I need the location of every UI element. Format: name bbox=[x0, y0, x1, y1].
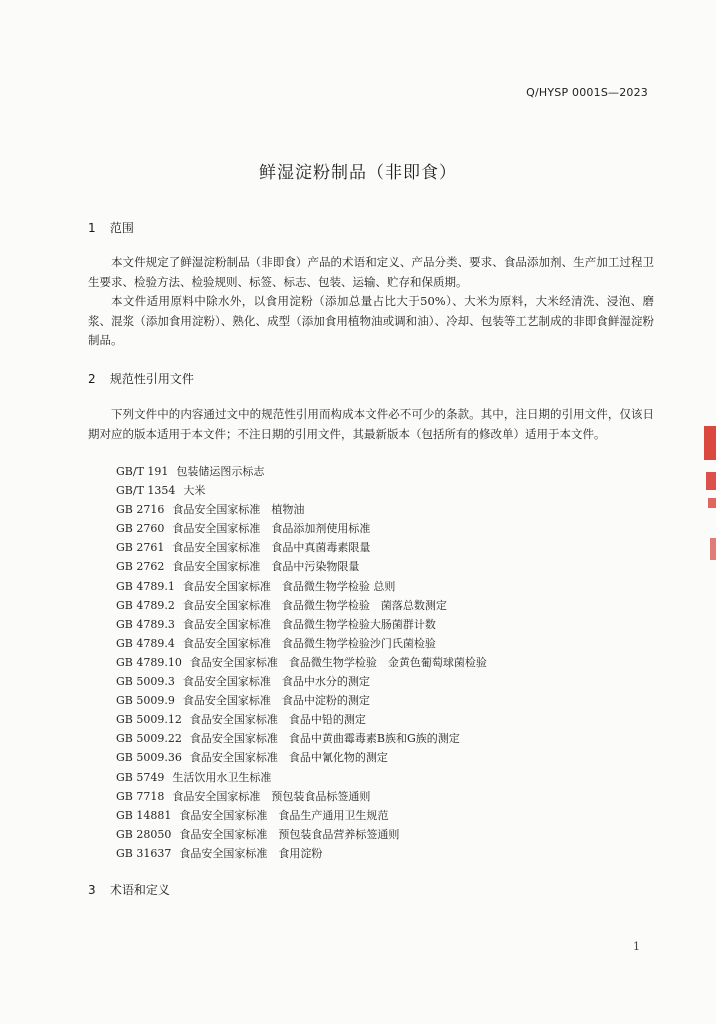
reference-title: 食品安全国家标准 植物油 bbox=[172, 503, 305, 517]
page-number: 1 bbox=[633, 940, 640, 953]
reference-item bbox=[116, 557, 487, 576]
reference-title: 食品安全国家标准 食品微生物学检验大肠菌群计数 bbox=[182, 617, 436, 631]
reference-title: 食品安全国家标准 食品微生物学检验 总则 bbox=[182, 579, 396, 593]
reference-item bbox=[116, 462, 487, 481]
reference-code: GB 4789.3 bbox=[116, 617, 175, 631]
reference-item bbox=[116, 672, 487, 691]
reference-item bbox=[116, 538, 487, 557]
reference-code: GB 28050 bbox=[116, 827, 172, 841]
section-heading-terms bbox=[88, 881, 170, 898]
reference-code: GB 5009.36 bbox=[116, 751, 182, 765]
reference-item bbox=[116, 596, 487, 615]
scope-paragraph-1: 本文件规定了鲜湿淀粉制品（非即食）产品的术语和定义、产品分类、要求、食品添加剂、生产加工过程卫生要求、检验方法、检验规则、标签、标志、包装、运输、贮存和保质期。 bbox=[88, 255, 654, 289]
reference-title: 食品安全国家标准 食品中水分的测定 bbox=[182, 675, 370, 689]
reference-title: 食品安全国家标准 食品添加剂使用标准 bbox=[172, 522, 371, 536]
reference-item bbox=[116, 519, 487, 538]
reference-item bbox=[116, 577, 487, 596]
reference-code: GB 5009.9 bbox=[116, 694, 175, 708]
reference-item bbox=[116, 634, 487, 653]
section-number: 1 bbox=[88, 221, 96, 235]
reference-title: 食品安全国家标准 预包装食品标签通则 bbox=[172, 789, 371, 803]
reference-code: GB 4789.2 bbox=[116, 598, 175, 612]
reference-item bbox=[116, 691, 487, 710]
reference-code: GB/T 191 bbox=[116, 465, 169, 478]
document-title: 鲜湿淀粉制品（非即食） bbox=[259, 163, 457, 183]
reference-item bbox=[116, 615, 487, 634]
reference-code: GB 31637 bbox=[116, 846, 172, 860]
reference-code: GB/T 1354 bbox=[116, 484, 176, 498]
reference-code: GB 2761 bbox=[116, 541, 165, 555]
reference-title: 包装储运图示标志 bbox=[176, 465, 265, 478]
reference-title: 食品安全国家标准 食品中真菌毒素限量 bbox=[172, 541, 371, 555]
section-number: 3 bbox=[88, 883, 96, 897]
reference-item bbox=[116, 729, 487, 748]
reference-item bbox=[116, 825, 487, 844]
section-heading-normative-references bbox=[88, 370, 194, 387]
reference-code: GB 5009.12 bbox=[116, 713, 182, 727]
reference-item bbox=[116, 653, 487, 672]
reference-title: 食品安全国家标准 预包装食品营养标签通则 bbox=[179, 827, 400, 841]
reference-item bbox=[116, 748, 487, 767]
reference-code: GB 14881 bbox=[116, 808, 172, 822]
reference-title: 食品安全国家标准 食品中氰化物的测定 bbox=[189, 751, 388, 765]
reference-item bbox=[116, 768, 487, 787]
reference-code: GB 5009.3 bbox=[116, 675, 175, 689]
reference-code: GB 2760 bbox=[116, 522, 165, 536]
reference-code: GB 7718 bbox=[116, 789, 165, 803]
reference-code: GB 5009.22 bbox=[116, 732, 182, 746]
reference-item bbox=[116, 806, 487, 825]
reference-code: GB 5749 bbox=[116, 770, 165, 784]
reference-item bbox=[116, 481, 487, 500]
reference-title: 大米 bbox=[183, 484, 206, 498]
seal-stamp-edge bbox=[700, 420, 716, 570]
section-title: 范围 bbox=[109, 221, 134, 235]
section-number: 2 bbox=[88, 372, 96, 386]
reference-title: 食品安全国家标准 食品微生物学检验 金黄色葡萄球菌检验 bbox=[189, 655, 487, 669]
reference-title: 食品安全国家标准 食品微生物学检验沙门氏菌检验 bbox=[182, 636, 436, 650]
reference-item bbox=[116, 710, 487, 729]
reference-list bbox=[116, 462, 487, 863]
document-code: Q/HYSP 0001S—2023 bbox=[526, 86, 648, 99]
reference-title: 食品安全国家标准 食品中淀粉的测定 bbox=[182, 694, 370, 708]
reference-code: GB 4789.1 bbox=[116, 579, 175, 593]
reference-title: 食品安全国家标准 食品中黄曲霉毒素B族和G族的测定 bbox=[189, 732, 460, 746]
reference-code: GB 4789.4 bbox=[116, 636, 175, 650]
section-title: 术语和定义 bbox=[109, 883, 170, 897]
reference-title: 食品安全国家标准 食用淀粉 bbox=[179, 846, 323, 860]
reference-code: GB 2716 bbox=[116, 503, 165, 517]
reference-item bbox=[116, 844, 487, 863]
reference-item bbox=[116, 500, 487, 519]
reference-title: 食品安全国家标准 食品生产通用卫生规范 bbox=[179, 808, 389, 822]
scope-paragraph-2: 本文件适用原料中除水外，以食用淀粉（添加总量占比大于50%）、大米为原料，大米经清洗、浸泡、磨浆、混浆（添加食用淀粉）、熟化、成型（添加食用植物油或调和油）、冷却、包装等工艺制成的非即食鲜湿淀粉制品。 bbox=[88, 294, 654, 347]
reference-code: GB 2762 bbox=[116, 560, 165, 574]
section-heading-scope bbox=[88, 219, 134, 236]
reference-title: 生活饮用水卫生标准 bbox=[172, 770, 272, 784]
reference-item bbox=[116, 787, 487, 806]
reference-title: 食品安全国家标准 食品微生物学检验 菌落总数测定 bbox=[182, 598, 447, 612]
section-title: 规范性引用文件 bbox=[109, 372, 194, 386]
reference-title: 食品安全国家标准 食品中污染物限量 bbox=[172, 560, 360, 574]
reference-title: 食品安全国家标准 食品中铅的测定 bbox=[189, 713, 366, 727]
reference-code: GB 4789.10 bbox=[116, 655, 182, 669]
references-intro-paragraph: 下列文件中的内容通过文中的规范性引用而构成本文件必不可少的条款。其中，注日期的引用文件，仅该日期对应的版本适用于本文件；不注日期的引用文件，其最新版本（包括所有的修改单）适用于本文件。 bbox=[88, 407, 654, 441]
